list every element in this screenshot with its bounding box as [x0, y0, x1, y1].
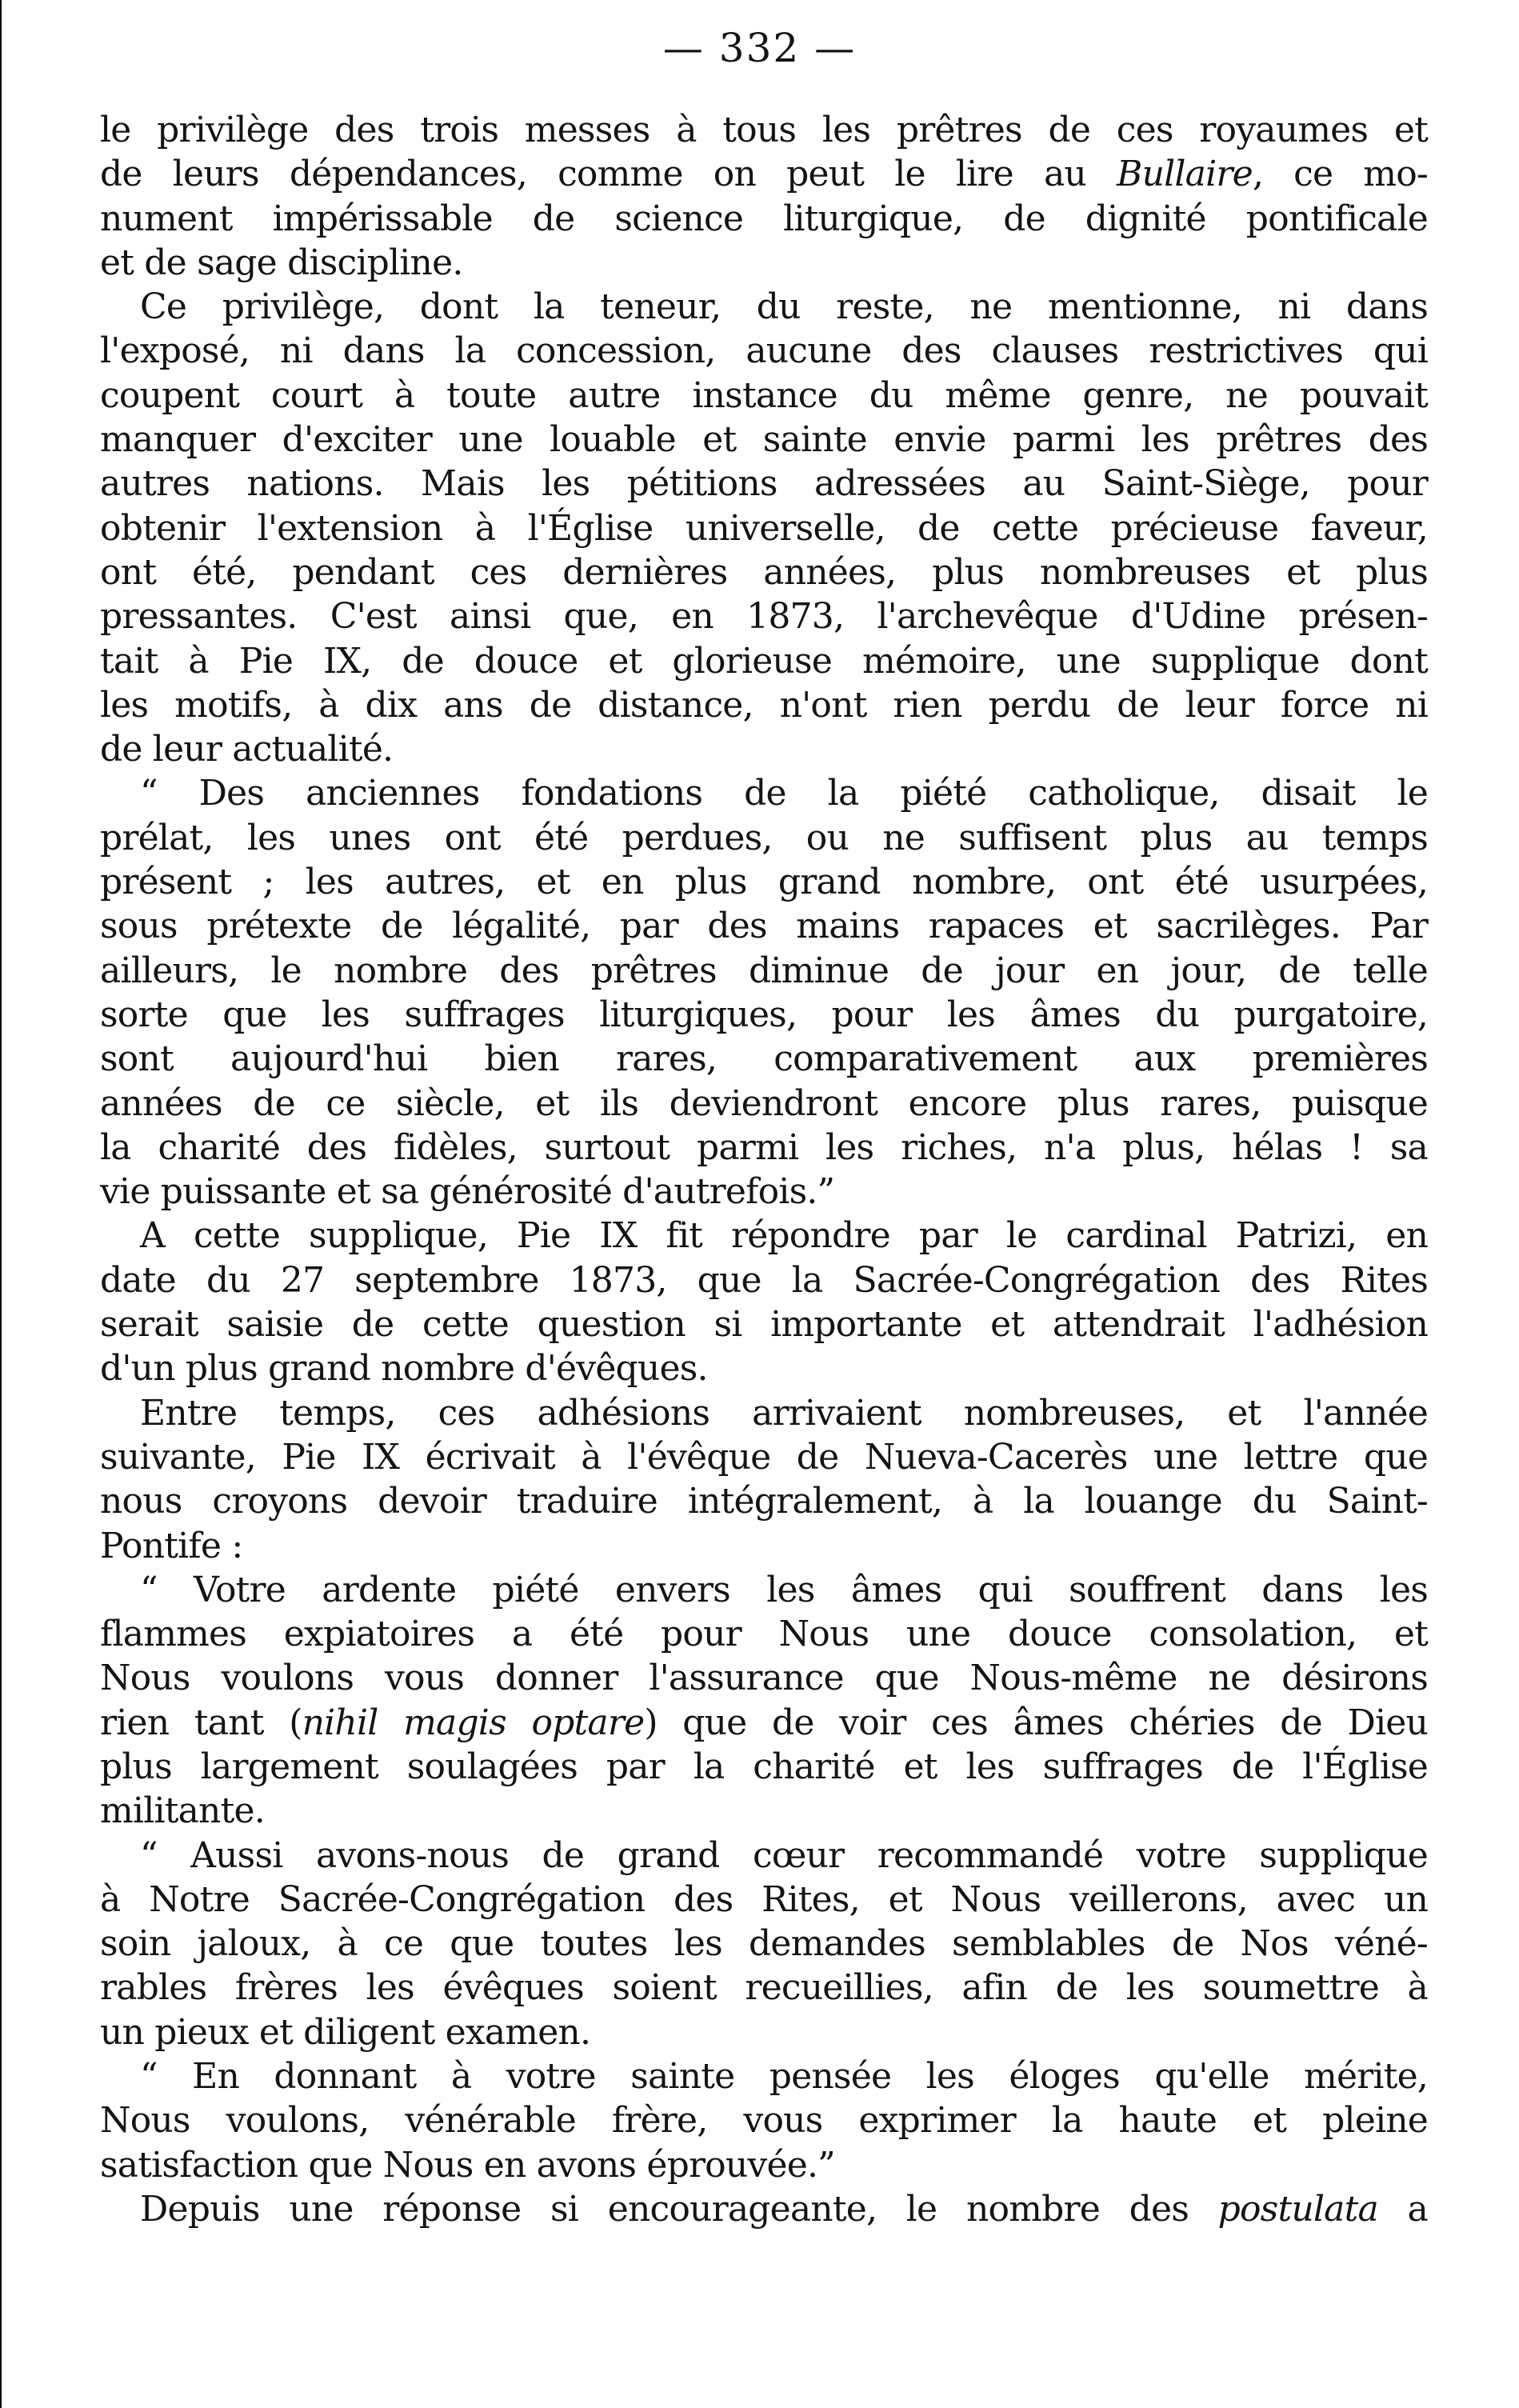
text-line-segment: satisfaction que Nous en avons éprouvée.” — [100, 2144, 835, 2186]
text-line-segment: plus largement soulagées par la charité et les suffrages de l'Église — [100, 1746, 1428, 1787]
text-line — [100, 462, 1428, 506]
text-line-segment: militante. — [100, 1790, 265, 1832]
text-line — [100, 860, 1428, 904]
italic-term: nihil magis optare — [302, 1702, 645, 1743]
text-line-segment: serait saisie de cette question si importante et attendrait l'adhésion — [100, 1304, 1428, 1346]
text-line — [100, 1789, 1428, 1833]
text-line — [100, 197, 1428, 241]
text-line-segment: nument impérissable de science liturgique, de dignité pontificale — [100, 198, 1428, 239]
text-line — [100, 1302, 1428, 1346]
text-line-segment: Depuis une réponse si encourageante, le nombre des — [140, 2188, 1218, 2230]
text-line-segment: a — [1377, 2188, 1428, 2230]
text-line — [100, 1435, 1428, 1479]
text-line — [100, 949, 1428, 993]
text-line-segment: A cette supplique, Pie IX fit répondre par le cardinal Patrizi, en — [140, 1215, 1428, 1257]
italic-term: postulata — [1217, 2188, 1378, 2230]
text-line — [100, 1258, 1428, 1302]
text-line-segment: ailleurs, le nombre des prêtres diminue de jour en jour, de telle — [100, 950, 1428, 991]
text-line — [100, 1745, 1428, 1789]
text-line-segment: Ce privilège, dont la teneur, du reste, ne mentionne, ni dans — [140, 286, 1428, 328]
text-line — [100, 1701, 1428, 1745]
text-line-segment: Nous voulons vous donner l'assurance que Nous-même ne désirons — [100, 1658, 1428, 1699]
text-line — [100, 771, 1428, 815]
text-line — [100, 727, 1428, 771]
text-line-segment: présent ; les autres, et en plus grand nombre, ont été usurpées, — [100, 862, 1428, 903]
text-line — [100, 1391, 1428, 1435]
text-line-segment: de leur actualité. — [100, 729, 394, 770]
text-line — [100, 1037, 1428, 1081]
text-line-segment: sous prétexte de légalité, par des mains rapaces et sacrilèges. Par — [100, 906, 1428, 947]
text-line-segment: pressantes. C'est ainsi que, en 1873, l'archevêque d'Udine présen- — [100, 596, 1428, 638]
text-line — [100, 816, 1428, 860]
text-line-segment: années de ce siècle, et ils deviendront encore plus rares, puisque — [100, 1082, 1428, 1124]
text-line-segment: tait à Pie IX, de douce et glorieuse mémoire, une supplique dont — [100, 640, 1428, 682]
text-line — [100, 1922, 1428, 1966]
text-line-segment: les motifs, à dix ans de distance, n'ont rien perdu de leur force ni — [100, 684, 1428, 726]
text-line — [100, 639, 1428, 683]
text-line — [100, 506, 1428, 550]
text-line — [100, 683, 1428, 727]
text-line — [100, 241, 1428, 285]
text-line — [100, 2010, 1428, 2054]
text-line — [100, 2143, 1428, 2187]
text-line — [100, 1524, 1428, 1568]
text-line-segment: d'un plus grand nombre d'évêques. — [100, 1348, 708, 1390]
text-line — [100, 2098, 1428, 2142]
text-line — [100, 1568, 1428, 1612]
text-line — [100, 1656, 1428, 1700]
text-line — [100, 285, 1428, 329]
text-line-segment: “ Des anciennes fondations de la piété catholique, disait le — [140, 773, 1428, 814]
text-line — [100, 1214, 1428, 1258]
text-line-segment: à Notre Sacrée-Congrégation des Rites, et Nous veillerons, avec un — [100, 1878, 1428, 1920]
page-number: — 332 — — [662, 25, 857, 71]
text-line-segment: “ Aussi avons-nous de grand cœur recommandé votre supplique — [140, 1834, 1428, 1876]
text-line-segment: rables frères les évêques soient recueillies, afin de les soumettre à — [100, 1967, 1428, 2009]
text-line — [100, 594, 1428, 638]
text-line — [100, 993, 1428, 1037]
text-line — [100, 1346, 1428, 1390]
text-line-segment: et de sage discipline. — [100, 242, 463, 283]
text-line — [100, 374, 1428, 418]
text-line-segment: date du 27 septembre 1873, que la Sacrée-Congrégation des Rites — [100, 1259, 1428, 1301]
text-line-segment: le privilège des trois messes à tous les prêtres de ces royaumes et — [100, 110, 1428, 150]
text-line-segment: obtenir l'extension à l'Église universelle, de cette précieuse faveur, — [100, 507, 1428, 549]
text-line — [100, 418, 1428, 462]
text-line — [100, 1878, 1428, 1922]
text-line-segment: “ En donnant à votre sainte pensée les éloges qu'elle mérite, — [140, 2056, 1428, 2098]
text-line-segment: autres nations. Mais les pétitions adressées au Saint-Siège, pour — [100, 463, 1428, 505]
text-line-segment: , ce mo- — [1252, 154, 1428, 195]
text-line-segment: coupent court à toute autre instance du même genre, ne pouvait — [100, 374, 1428, 416]
text-line-segment: manquer d'exciter une louable et sainte envie parmi les prêtres des — [100, 419, 1428, 461]
text-line-segment: rien tant ( — [100, 1702, 302, 1743]
text-line-segment: Entre temps, ces adhésions arrivaient nombreuses, et l'année — [140, 1392, 1428, 1434]
text-line-segment: prélat, les unes ont été perdues, ou ne suffisent plus au temps — [100, 817, 1428, 858]
text-line — [100, 904, 1428, 948]
text-line-segment: nous croyons devoir traduire intégralement, à la louange du Saint- — [100, 1481, 1428, 1522]
text-line — [100, 2187, 1428, 2231]
text-line-segment: un pieux et diligent examen. — [100, 2011, 591, 2053]
text-line — [100, 1966, 1428, 2010]
text-line — [100, 329, 1428, 373]
text-line-segment: suivante, Pie IX écrivait à l'évêque de Nueva-Cacerès une lettre que — [100, 1436, 1428, 1478]
italic-term: Bullaire — [1117, 154, 1253, 195]
text-line-segment: soin jaloux, à ce que toutes les demandes semblables de Nos véné- — [100, 1923, 1428, 1965]
body-text — [100, 108, 1428, 2231]
text-line-segment: sorte que les suffrages liturgiques, pour les âmes du purgatoire, — [100, 994, 1428, 1035]
text-line-segment: la charité des fidèles, surtout parmi les riches, n'a plus, hélas ! sa — [100, 1126, 1428, 1168]
text-line-segment: Nous voulons, vénérable frère, vous exprimer la haute et pleine — [100, 2100, 1428, 2142]
text-line — [100, 1082, 1428, 1126]
text-line — [100, 550, 1428, 594]
text-line — [100, 108, 1428, 152]
text-line — [100, 1170, 1428, 1214]
text-line-segment: Pontife : — [100, 1525, 243, 1566]
text-line — [100, 1479, 1428, 1523]
text-line — [100, 1834, 1428, 1878]
text-line-segment: l'exposé, ni dans la concession, aucune des clauses restrictives qui — [100, 330, 1428, 372]
text-line — [100, 1126, 1428, 1170]
text-line — [100, 1612, 1428, 1656]
text-line — [100, 152, 1428, 196]
text-line-segment: ) que de voir ces âmes chéries de Dieu — [644, 1702, 1428, 1743]
text-line-segment: de leurs dépendances, comme on peut le lire au — [100, 154, 1117, 195]
text-line-segment: flammes expiatoires a été pour Nous une douce consolation, et — [100, 1614, 1428, 1655]
text-line-segment: “ Votre ardente piété envers les âmes qui souffrent dans les — [140, 1569, 1428, 1610]
text-line-segment: sont aujourd'hui bien rares, comparativement aux premières — [100, 1038, 1428, 1080]
text-line-segment: ont été, pendant ces dernières années, plus nombreuses et plus — [100, 551, 1428, 593]
text-line — [100, 2054, 1428, 2098]
scan-edge-rule — [0, 0, 2, 2408]
text-line-segment: vie puissante et sa générosité d'autrefois.” — [100, 1171, 835, 1213]
